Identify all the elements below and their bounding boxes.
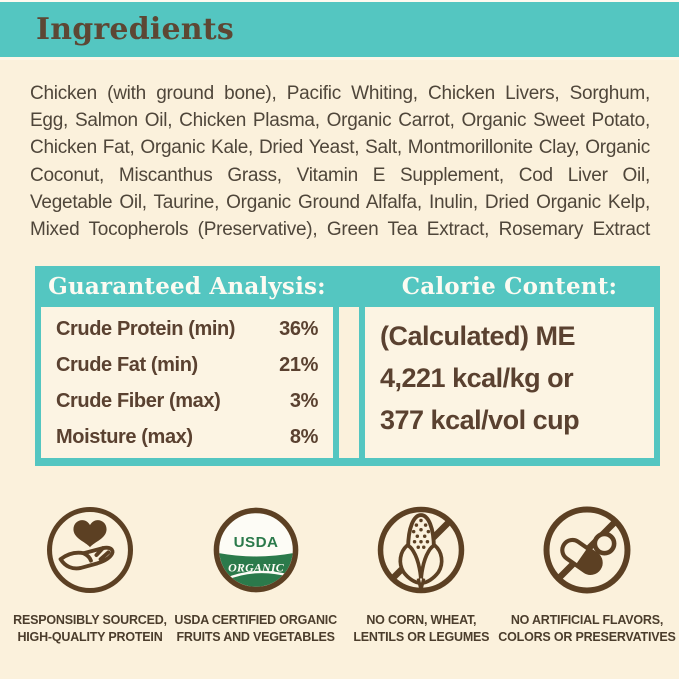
- guaranteed-analysis-panel: [35, 307, 339, 458]
- analysis-row: [56, 390, 318, 417]
- badge-responsibly-sourced: [10, 504, 170, 646]
- calorie-content-panel: [359, 307, 660, 458]
- ingredients-text: Chicken (with ground bone), Pacific Whiting, Chicken Livers, Sorghum, Egg, Salmon Oil, Chicken Plasma, Organic Carrot, Organic Sweet Potato, Chicken Fat, Organic Kale, Dried Yeast, Salt, Montmorillonite Clay, Organic Coconut, Miscanthus Grass, Vitamin E Supplement, Cod Liver Oil, Vegetable Oil, Taurine, Organic Ground Alfalfa, Inulin, Dried Organic Kelp, Mixed Tocopherols (Preservative), Green Tea Extract, Rosemary Extract: [30, 83, 650, 241]
- header-gap: [339, 266, 359, 307]
- analysis-row: [56, 354, 318, 381]
- analysis-value: 3%: [289, 390, 318, 413]
- badge-no-artificial: [498, 504, 676, 646]
- hand-heart-icon: [44, 504, 136, 596]
- usda-organic-seal-icon: [210, 504, 302, 596]
- analysis-label: Crude Protein (min): [56, 318, 236, 341]
- title-banner: [0, 0, 679, 60]
- badge-caption: NO ARTIFICIAL FLAVORS, COLORS OR PRESERVATIVES: [498, 613, 676, 645]
- analysis-value: 21%: [279, 354, 318, 377]
- calorie-line: 4,221 kcal/kg or: [380, 363, 574, 394]
- calorie-line: (Calculated) ME: [380, 321, 576, 352]
- badge-caption: NO CORN, WHEAT, LENTILS OR LEGUMES: [353, 613, 490, 645]
- analysis-row: [56, 426, 318, 453]
- no-corn-icon: [375, 504, 467, 596]
- panel-bodies: [35, 307, 660, 458]
- analysis-label: Crude Fiber (max): [56, 390, 221, 413]
- guaranteed-analysis-header: [35, 266, 339, 307]
- seal-usda-text: USDA: [233, 534, 279, 552]
- analysis-label: Moisture (max): [56, 426, 193, 449]
- badge-caption: USDA CERTIFIED ORGANIC FRUITS AND VEGETABLES: [174, 613, 337, 645]
- panel-footer-band: [35, 458, 660, 466]
- badge-row: [0, 504, 679, 646]
- calorie-content-header: [359, 266, 660, 307]
- analysis-row: [56, 318, 318, 345]
- analysis-value: 36%: [279, 318, 318, 341]
- panel-header-band: [35, 266, 660, 307]
- seal-organic-text: ORGANIC: [227, 560, 284, 575]
- analysis-value: 8%: [289, 426, 318, 449]
- badge-no-corn: [341, 504, 501, 646]
- analysis-label: Crude Fat (min): [56, 354, 198, 377]
- calorie-content-title: Calorie Content:: [401, 273, 618, 301]
- panel-gap: [339, 307, 359, 458]
- no-pills-icon: [541, 504, 633, 596]
- guaranteed-analysis-title: Guaranteed Analysis:: [48, 273, 326, 301]
- page-title: Ingredients: [36, 12, 234, 47]
- badge-usda-organic: [176, 504, 336, 646]
- calorie-line: 377 kcal/vol cup: [380, 405, 580, 436]
- info-panels: [35, 266, 660, 466]
- badge-caption: RESPONSIBLY SOURCED, HIGH-QUALITY PROTEIN: [13, 613, 167, 645]
